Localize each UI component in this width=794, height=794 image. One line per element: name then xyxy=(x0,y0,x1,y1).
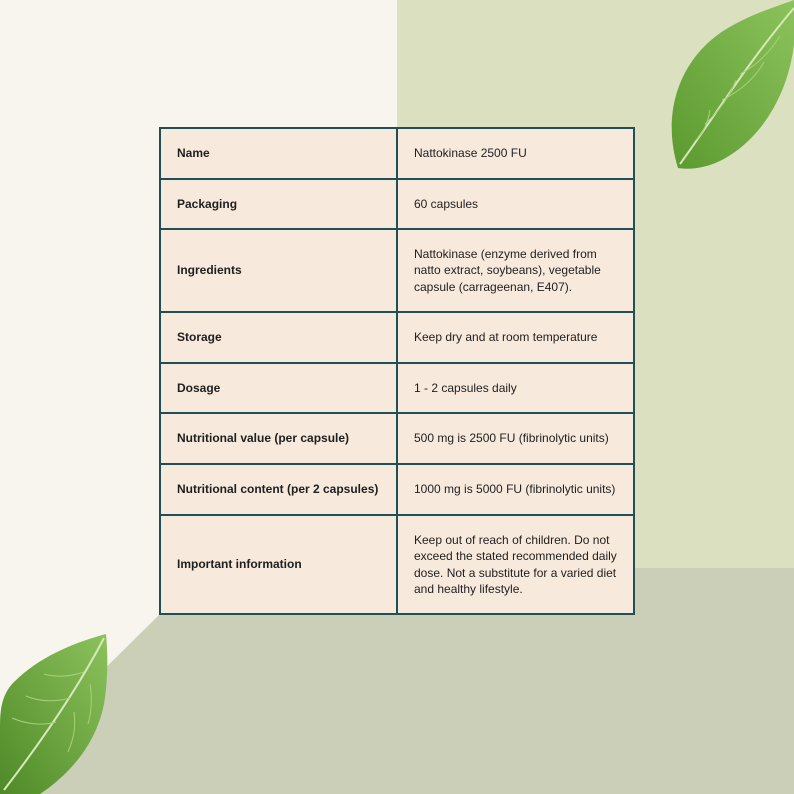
row-value: Keep dry and at room temperature xyxy=(397,312,634,363)
row-value: 60 capsules xyxy=(397,179,634,229)
row-value: 500 mg is 2500 FU (fibrinolytic units) xyxy=(397,413,634,464)
row-label: Important information xyxy=(160,515,397,614)
row-value: Keep out of reach of children. Do not exceed the stated recommended daily dose. Not a substitute for a varied diet and healthy lifestyle. xyxy=(397,515,634,614)
table-row xyxy=(160,464,634,515)
table-row xyxy=(160,179,634,229)
table-row xyxy=(160,515,634,614)
row-label: Storage xyxy=(160,312,397,363)
table-row xyxy=(160,312,634,363)
table-row xyxy=(160,413,634,464)
row-label: Packaging xyxy=(160,179,397,229)
table-row xyxy=(160,363,634,413)
row-label: Ingredients xyxy=(160,229,397,312)
row-label: Name xyxy=(160,128,397,179)
row-value: Nattokinase (enzyme derived from natto extract, soybeans), vegetable capsule (carrageenan, E407). xyxy=(397,229,634,312)
table-row xyxy=(160,229,634,312)
row-label: Nutritional value (per capsule) xyxy=(160,413,397,464)
row-value: 1000 mg is 5000 FU (fibrinolytic units) xyxy=(397,464,634,515)
row-value: 1 - 2 capsules daily xyxy=(397,363,634,413)
row-label: Nutritional content (per 2 capsules) xyxy=(160,464,397,515)
product-spec-table xyxy=(159,127,635,615)
leaf-icon xyxy=(660,0,794,175)
table-row xyxy=(160,128,634,179)
row-value: Nattokinase 2500 FU xyxy=(397,128,634,179)
row-label: Dosage xyxy=(160,363,397,413)
leaf-icon xyxy=(0,634,110,794)
